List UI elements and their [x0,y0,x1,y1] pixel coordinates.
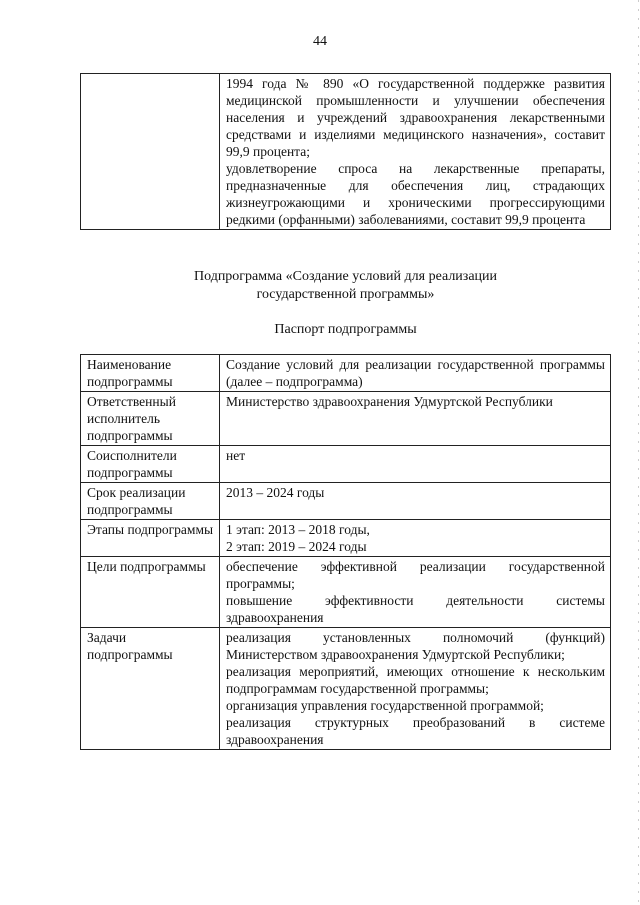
row-value [220,446,611,483]
row-label: Цели подпрограммы [81,557,220,628]
row-value [220,520,611,557]
passport-title: Паспорт подпрограммы [274,322,417,337]
table-row [81,74,611,230]
table-row [81,520,611,557]
row-label: Соисполнители подпрограммы [81,446,220,483]
row-label: Ответственный исполнитель подпрограммы [81,392,220,446]
row-value [220,355,611,392]
row-value [220,628,611,750]
table-row [81,446,611,483]
row-value-paragraph: организация управления государственной программой; [226,698,544,713]
subprogram-title-line-1: Подпрограмма «Создание условий для реализации [193,269,498,284]
continuation-paragraph-1: 1994 года № 890 «О государственной поддержке развития медицинской промышленности и улучшении обеспечения населения и учреждений здравоохранения лекарственными средствами и изделиями медицинского назначения», составит 99,9 процента; [226,76,605,159]
row-value [220,483,611,520]
row-value [220,392,611,446]
row-value-paragraph: 2 этап: 2019 – 2024 годы [226,539,367,554]
table-row [81,628,611,750]
table-row [81,392,611,446]
continuation-table [80,73,611,230]
continuation-paragraph-2: удовлетворение спроса на лекарственные препараты, предназначенные для обеспечения лиц, страдающих жизнеугрожающими и хроническими прогрессирующими редкими (орфанными) заболеваниями, составит 99,9 процента [226,161,605,227]
subprogram-title-line-2: государственной программы» [256,287,435,302]
row-value-paragraph: обеспечение эффективной реализации государственной программы; [226,559,605,591]
row-value-paragraph: нет [226,448,246,463]
row-label: Задачи подпрограммы [81,628,220,750]
table-row [81,557,611,628]
row-label: Срок реализации подпрограммы [81,483,220,520]
table-row [81,355,611,392]
table-row [81,483,611,520]
row-value-paragraph: повышение эффективности деятельности системы здравоохранения [226,593,605,625]
continuation-label-cell [81,74,220,230]
row-value-paragraph: Министерство здравоохранения Удмуртской Республики [226,394,553,409]
row-value [220,557,611,628]
continuation-value-cell [220,74,611,230]
subprogram-title [80,268,611,304]
row-value-paragraph: 1 этап: 2013 – 2018 годы, [226,522,370,537]
row-label: Этапы подпрограммы [81,520,220,557]
passport-table [80,354,611,750]
row-value-paragraph: реализация мероприятий, имеющих отношение к нескольким подпрограммам государственной программы; [226,664,605,696]
page-number: 44 [313,34,327,49]
row-value-paragraph: Создание условий для реализации государственной программы (далее – подпрограмма) [226,357,605,389]
row-value-paragraph: реализация структурных преобразований в системе здравоохранения [226,715,605,747]
row-value-paragraph: 2013 – 2024 годы [226,485,325,500]
scan-edge-line [638,0,639,905]
row-label: Наименование подпрограммы [81,355,220,392]
row-value-paragraph: реализация установленных полномочий (функций) Министерством здравоохранения Удмуртской Республики; [226,630,605,662]
